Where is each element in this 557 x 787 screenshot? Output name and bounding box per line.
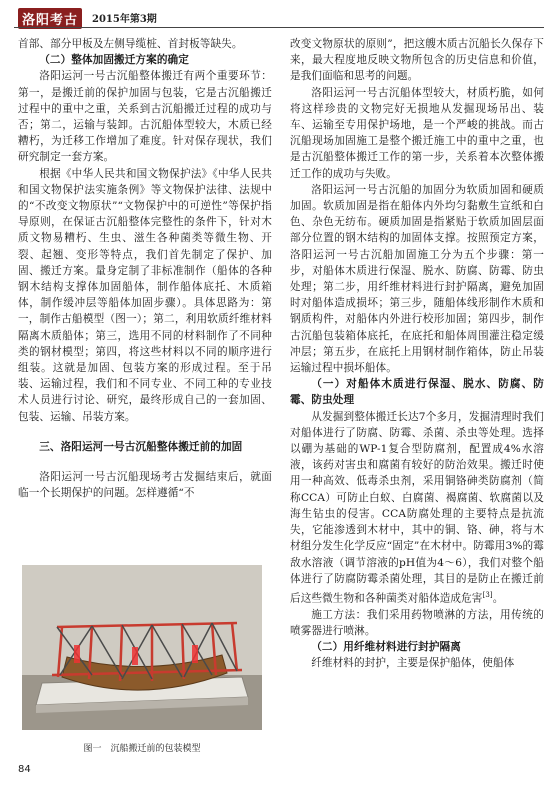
figure-caption: 图一 沉船搬迁前的包装模型 [83,744,201,754]
paragraph-text: 从发掘到整体搬迁长达7个多月，发掘清理时我们对船体进行了防腐、防霉、杀菌、杀虫等处理。选择以硼为基础的WP-1复合型防腐剂，配置成4%水溶液，该药对害虫和腐菌有较好的防治效果。搬迁时使用一种高效、低毒杀虫剂，采用铜铬砷类防腐剂（简称CCA）可防止白蚁、白腐菌、褐腐菌、软腐菌以及海生钻虫的侵害。CCA防腐处理的主要特点是抗流失，它能渗透到木材中，其中的铜、铬、砷，将与木材组分发生化学反应“固定”在木材中。防霉用3%的霉敌水溶液（调节溶液的pH值为4～6），我们对整个船体进行了防腐防霉杀菌处理，其目的是防止在搬迁前后这些微生物和各种菌类对船体造成危害 [290,410,544,605]
running-header [14,8,544,28]
subsection-heading: （二）用纤维材料进行封护隔离 [311,641,461,654]
part-heading: 三、洛阳运河一号古沉船整体搬迁前的加固 [39,440,243,453]
paragraph: 根据《中华人民共和国文物保护法》《中华人民共和国文物保护法实施条例》等文物保护法律、法规中的“不改变文物原状”“文物保护中的可逆性”等保护指导原则，在保证古沉船整体完整性的条件下，针对木质文物易糟朽、生虫、滋生各种菌类等微生物、开裂、起翘、变形等特点，我们首先制定了保护、加固、搬迁方案。量身定制了非标准制作（船体的各种钢木结构支撑体加固船体，制作船体底托、木质箱体，制作缓冲层等船体加固步骤）。具体思路为：第一，制作古船模型（图一）；第二，利用软质纤维材料隔离木质船体；第三，选用不同的材料制作了不同种类的钢材模型；第四，将这些材料以不同的顺序进行组装。这就是加固、包装方案的形成过程。至于吊装、运输过程，我们和不同专业、不同工种的专业技术人员进行讨论、研究，最终形成自己的一套加固、包装、运输、吊装方案。 [18,167,272,423]
figure-photo [22,565,262,730]
paragraph [290,409,544,607]
paragraph: 洛阳运河一号古沉船整体搬迁有两个重要环节：第一，是搬迁前的保护加固与包装，它是古沉船搬迁过程中的重中之重，关系到古沉船搬迁过程的成功与否；第二，运输与装卸。古沉船体型较大，木质已经糟朽，为迁移工作增加了难度。针对保存现状，我们研究制定一套方案。 [18,70,272,164]
paragraph: 洛阳运河一号古沉船现场考古发掘结束后，就面临一个长期保护的问题。怎样遵循“不 [18,470,272,500]
paragraph: 洛阳运河一号古沉船的加固分为软质加固和硬质加固。软质加固是指在船体内外均匀黏敷生宣纸和白色、杂色无纺布。硬质加固是指紧贴于软质加固层面部分位置的钢木结构的加固体支撑。按照预定方案，洛阳运河一号古沉船加固施工分为五个步骤：第一步，对船体木质进行保湿、脱水、防腐、防霉、防虫处理；第二步，用纤维材料进行封护隔离，避免加固时对船体造成损坏；第三步，随船体线形制作木质和钢质构件，对船体内外进行校形加固；第四步，制作古沉船包装箱体底托，在底托和船体周围灌注稳定缓冲层；第五步，在底托上用钢材制作箱体，防止吊装运输过程中损坏船体。 [290,183,544,375]
left-column [18,36,272,501]
page-number: 84 [18,764,31,775]
header-rule [14,27,544,28]
paragraph: 洛阳运河一号古沉船体型较大，材质朽脆，如何将这样珍贵的文物完好无损地从发掘现场吊出、装车、运输至专用保护场地，是一个严峻的挑战。而古沉船现场加固施工是整个搬迁施工中的重中之重，也是古沉船整体搬迁工作的第一步，关系着本次整体搬迁工作的成功与失败。 [290,86,544,180]
paragraph: 改变文物原状的原则”，把这艘木质古沉船长久保存下来，最大程度地反映文物所包含的历史信息和价值，是我们面临和思考的问题。 [290,38,544,83]
citation-ref: [3] [482,590,493,599]
ship-packaging-model-image [22,565,262,730]
journal-logo: 洛阳考古 [18,8,82,29]
paragraph-end: 。 [492,592,504,605]
subsection-heading: （一）对船体木质进行保湿、脱水、防腐、防霉、防虫处理 [290,378,544,407]
paragraph: 施工方法：我们采用药物喷淋的方法，用传统的喷雾器进行喷淋。 [290,608,544,637]
issue-label: 2015年第3期 [92,14,157,25]
paragraph: 纤维材料的封护，主要是保护船体，使船体 [311,657,515,670]
section-heading: （二）整体加固搬迁方案的确定 [39,54,189,67]
right-column [290,36,544,671]
paragraph: 首部、部分甲板及左侧导缆桩、首封板等缺失。 [18,38,243,50]
